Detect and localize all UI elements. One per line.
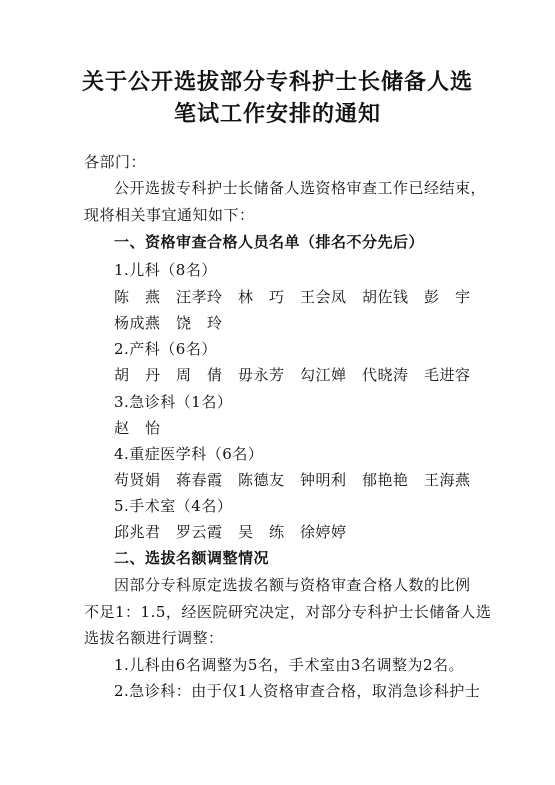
person-name: 毋永芳 [238,366,285,384]
document-title-line1: 关于公开选拔部分专科护士长储备人选 [81,69,473,95]
person-name: 饶 玲 [176,314,223,332]
person-name: 彭 宇 [424,288,471,306]
document-title-line2: 笔试工作安排的通知 [173,101,381,127]
person-name: 陈德友 [238,471,285,489]
person-name: 胡佐钱 [362,288,409,306]
section2-item2: 2.急诊科：由于仅1人资格审查合格，取消急诊科护士 [114,682,481,700]
group-label-icu: 4.重症医学科（6名） [114,445,264,463]
group-label-operating-room: 5.手术室（4名） [114,497,233,515]
person-name: 吴 练 [238,523,285,541]
person-name: 勾江婵 [300,366,347,384]
section2-para-line1: 因部分专科原定选拔名额与资格审查合格人数的比例 [114,576,471,594]
person-name: 杨成燕 [114,314,161,332]
person-name: 郁艳艳 [362,471,409,489]
person-name: 王海燕 [424,471,471,489]
person-name: 罗云霞 [176,523,223,541]
person-name: 毛进容 [424,366,471,384]
group-label-obstetrics: 2.产科（6名） [114,340,217,358]
person-name: 苟贤娟 [114,471,161,489]
person-name: 胡 丹 [114,366,161,384]
person-name: 邱兆君 [114,523,161,541]
person-name: 周 倩 [176,366,223,384]
person-name: 王会凤 [300,288,347,306]
intro-line2: 现将相关事宜通知如下： [84,206,255,224]
person-name: 徐婷婷 [300,523,347,541]
section1-heading: 一、资格审查合格人员名单（排名不分先后） [114,233,425,251]
salutation: 各部门： [84,153,147,171]
person-name: 赵 怡 [114,419,161,437]
group-label-emergency: 3.急诊科（1名） [114,393,233,411]
person-name: 钟明利 [300,471,347,489]
section2-item1: 1.儿科由6名调整为5名，手术室由3名调整为2名。 [114,656,464,674]
section2-heading: 二、选拔名额调整情况 [114,549,270,567]
intro-line1: 公开选拔专科护士长储备人选资格审查工作已经结束， [114,179,487,197]
person-name: 汪孝玲 [176,288,223,306]
person-name: 蒋春霞 [176,471,223,489]
group-label-pediatrics: 1.儿科（8名） [114,261,217,279]
person-name: 陈 燕 [114,288,161,306]
section2-para-line2: 不足1：1.5，经医院研究决定，对部分专科护士长储备人选 [84,603,492,621]
person-name: 林 巧 [238,288,285,306]
section2-para-line3: 选拔名额进行调整： [84,629,224,647]
person-name: 代晓涛 [362,366,409,384]
